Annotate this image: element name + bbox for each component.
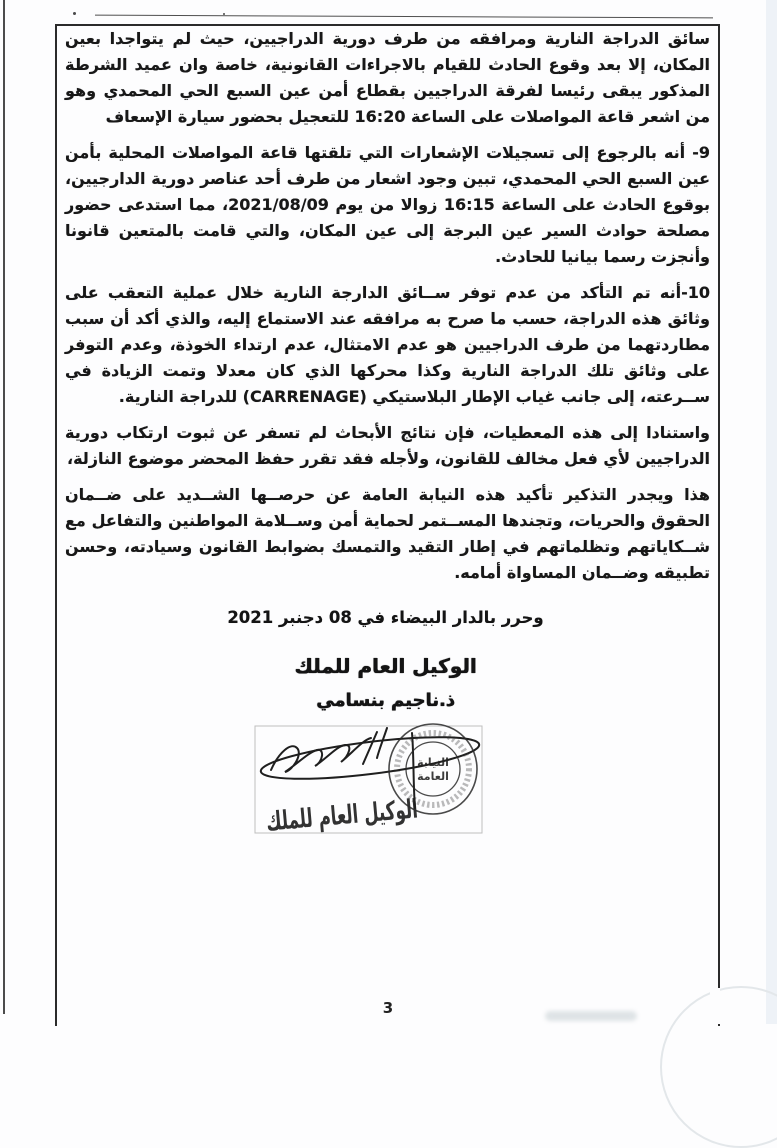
border-fade [710, 988, 720, 1024]
body-paragraph-item-9: 9- أنه بالرجوع إلى تسجيلات الإشعارات التي تلقتها قاعة المواصلات المحلية بأمن عين السبع الحي المحمدي، تبين وجود اشعار من طرف أحد عناصر دورية الدارجيين، بوقوع الحادث على الساعة 16:15 زوالا من يوم 2021/08/09، مما استدعى حضور مصلحة حوادث السير عين البرجة إلى عين المكان، والتي قامت بالمتعين قانونا وأنجزت رسما بيانيا للحادث. [65, 143, 711, 266]
body-paragraph: سائق الدراجة النارية ومرافقه من طرف دورية الدراجيين، حيث لم يتواجدا بعين المكان، إلا بعد وقوع الحادث للقيام بالاجراءات القانونية، خاصة وان عميد الشرطة المذكور يبقى رئيسا لفرقة الدراجيين بقطاع أمن عين السبع الحي المحمدي وهو من اشعر قاعة المواصلات على الساعة 16:20 للتعجيل بحضور سيارة الإسعاف [65, 29, 710, 126]
stamp-center-text-line2: العامة [417, 770, 449, 783]
document-body [65, 26, 710, 596]
body-paragraph-item-10: 10-أنه تم التأكد من عدم توفر ســائق الدارجة النارية خلال عملية التعقب على وثائق هذه الدراجة، حسب ما صرح به مرافقه عند الاستماع إليه، والذي أكد أن سبب مطاردتهما من طرف الدراجيين هو عدم الامتثال، عدم ارتداء الخوذة، وعدم التوفر على وثائق تلك الدراجة النارية وكذا محركها الذي كان معدلا وتمت الزيادة في ســرعته، إلى جانب غياب الإطار البلاستيكي (CARRENAGE) للدراجة النارية. [65, 283, 710, 406]
border-double-line [95, 15, 713, 19]
handwritten-title: الوكيل العام للملك [264, 787, 504, 838]
stamp-center-text-line1: النيابة [417, 756, 449, 769]
date-line: وحرر بالدار البيضاء في 08 دجنبر 2021 [227, 608, 544, 627]
page-number: 3 [382, 999, 394, 1017]
signatory-name: ذ.ناجيم بنسامي [316, 690, 455, 711]
signature-and-stamp-block [235, 712, 505, 862]
signatory-title: الوكيل العام للملك [294, 654, 477, 678]
body-paragraph-closing-statement: هذا ويجدر التذكير تأكيد هذه النيابة العامة عن حرصــها الشــديد على ضــمان الحقوق والحريات، وتجندها المســتمر لحماية أمن وســلامة المواطنين والتفاعل مع شــكاياتهم وتظلماتهم في إطار التقيد والتمسك بضوابط القانون وسيادته، وحسن تطبيقه وضــمان المساواة أمامه. [65, 485, 710, 582]
body-paragraph-conclusion: واستنادا إلى هذه المعطيات، فإن نتائج الأبحاث لم تسفر عن ثبوت ارتكاب دورية الدراجيين لأي فعل مخالف للقانون، ولأجله فقد تقرر حفظ المحضر موضوع النازلة، [65, 423, 710, 468]
scan-right-edge-shadow [766, 0, 777, 1024]
scan-left-fold-line [3, 0, 5, 1014]
scan-speck [73, 12, 76, 15]
